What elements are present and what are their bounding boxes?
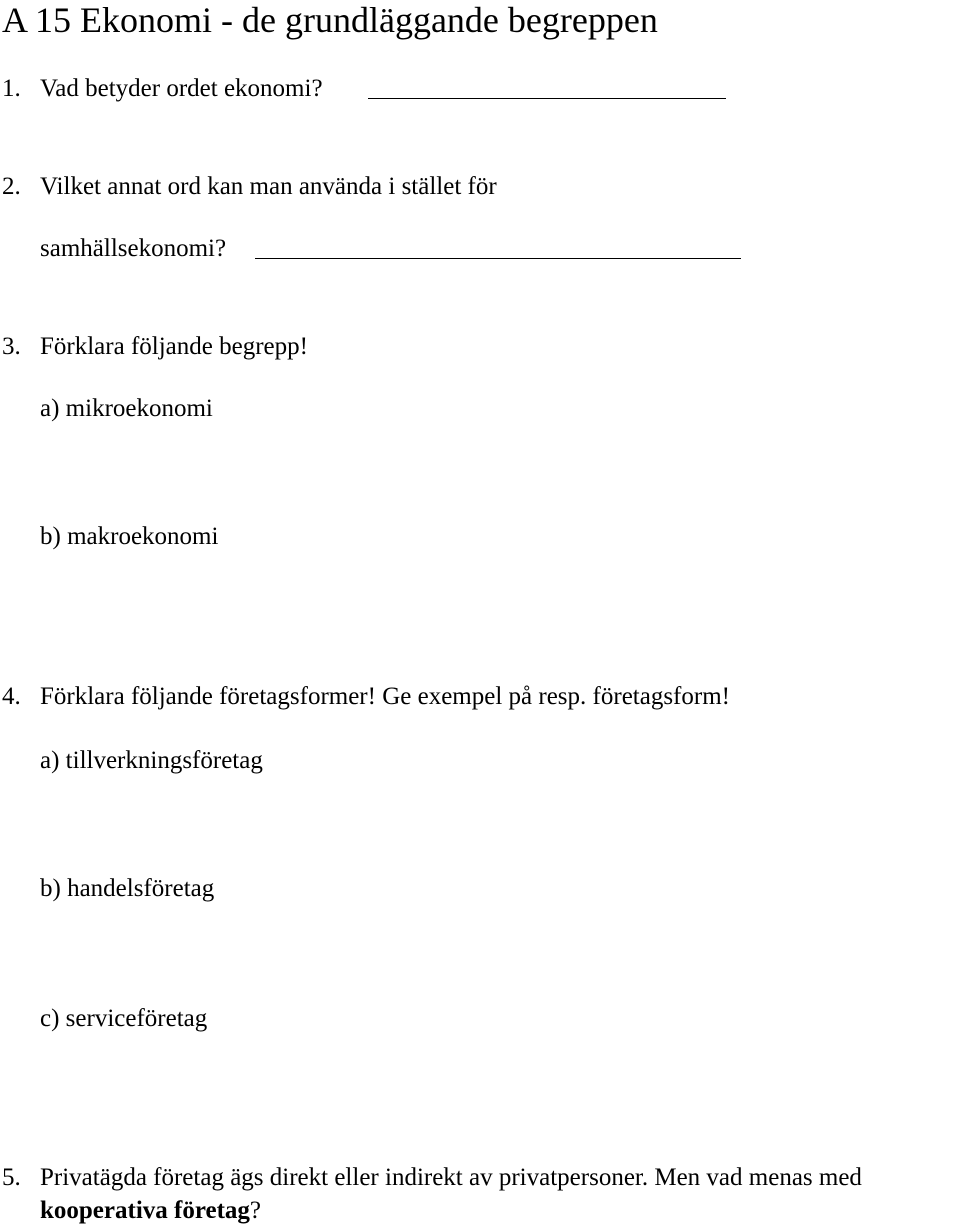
- question-number: 4.: [2, 683, 21, 710]
- sub-item-4b: b) handelsföretag: [40, 875, 215, 902]
- question-text: Vad betyder ordet ekonomi?: [40, 75, 323, 102]
- question-number: 2.: [2, 173, 21, 200]
- question-text: Vilket annat ord kan man använda i stället för: [40, 173, 497, 200]
- question-5: [2, 1163, 862, 1193]
- bold-term: kooperativa företag: [40, 1197, 250, 1224]
- page-title: A 15 Ekonomi - de grundläggande begreppen: [2, 0, 658, 40]
- sub-item-3b: b) makroekonomi: [40, 523, 219, 550]
- answer-blank-1[interactable]: [368, 98, 726, 99]
- answer-blank-2[interactable]: [255, 258, 741, 259]
- sub-item-4c: c) serviceföretag: [40, 1005, 208, 1032]
- question-2-line-2: samhällsekonomi?: [40, 235, 227, 262]
- question-number: 3.: [2, 333, 21, 360]
- question-number: 1.: [2, 75, 21, 102]
- question-4: [2, 682, 730, 712]
- question-1: [2, 74, 323, 104]
- question-3: [2, 332, 308, 362]
- sub-item-4a: a) tillverkningsföretag: [40, 747, 263, 774]
- question-text: Förklara följande begrepp!: [40, 333, 308, 360]
- question-text: Privatägda företag ägs direkt eller indirekt av privatpersoner. Men vad menas med: [40, 1164, 862, 1191]
- question-text: Förklara följande företagsformer! Ge exempel på resp. företagsform!: [40, 683, 730, 710]
- question-number: 5.: [2, 1164, 21, 1191]
- sub-item-3a: a) mikroekonomi: [40, 395, 213, 422]
- question-5-line-2: [40, 1196, 261, 1226]
- question-end: ?: [249, 1197, 262, 1224]
- question-2: [2, 172, 497, 202]
